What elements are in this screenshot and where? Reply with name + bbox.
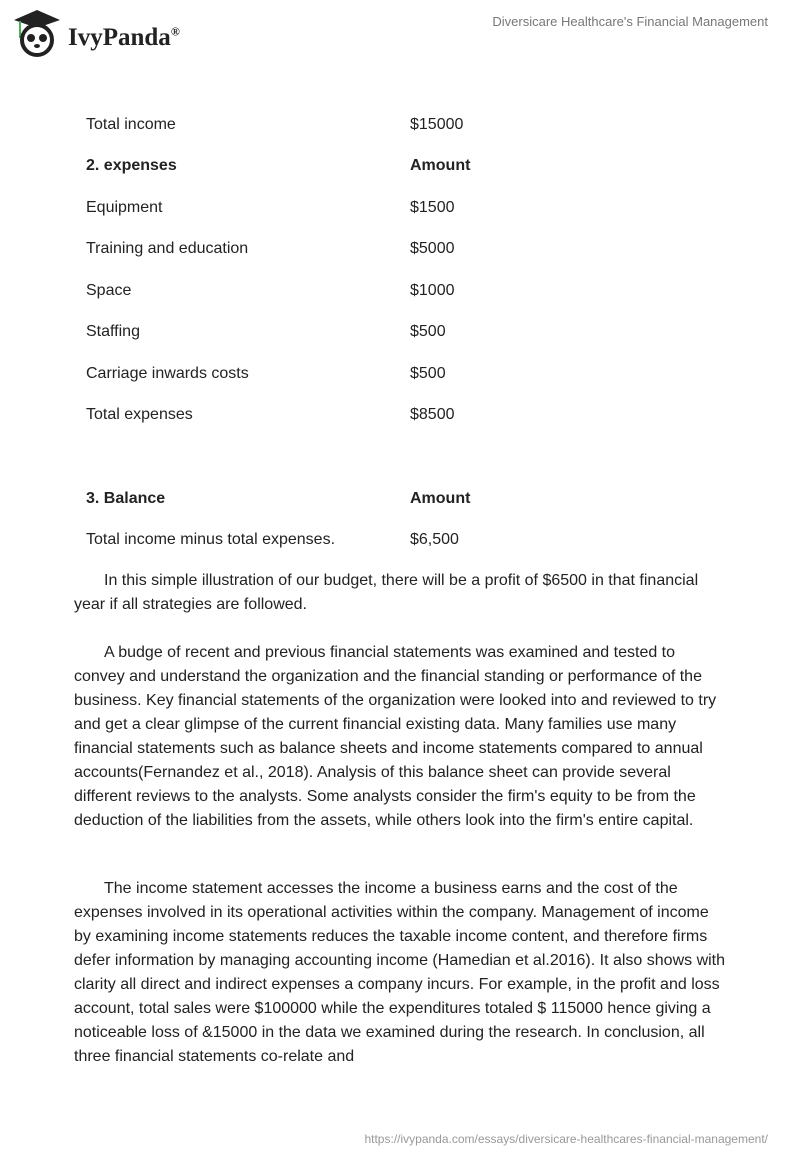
row-label: Training and education xyxy=(86,240,249,257)
row-label: Total income xyxy=(86,116,176,133)
row-value: Amount xyxy=(410,157,471,174)
row-label: Total income minus total expenses. xyxy=(86,531,336,548)
row-value: $6,500 xyxy=(410,531,459,548)
brand-text: IvyPanda xyxy=(68,24,171,51)
paragraph: In this simple illustration of our budget, there will be a profit of $6500 in that financial year if all strategies are followed. xyxy=(74,572,699,613)
logo[interactable] xyxy=(12,8,180,58)
row-label: Equipment xyxy=(86,199,163,216)
row-value: Amount xyxy=(410,490,471,507)
row-value: $500 xyxy=(410,323,446,340)
row-label: Total expenses xyxy=(86,406,193,423)
row-label: Staffing xyxy=(86,323,140,340)
registered-mark: ® xyxy=(170,24,180,39)
row-value: $5000 xyxy=(410,240,455,257)
document-title: Diversicare Healthcare's Financial Management xyxy=(492,14,768,29)
row-value: $8500 xyxy=(410,406,455,423)
row-value: $500 xyxy=(410,365,446,382)
panda-logo-icon xyxy=(12,8,62,58)
brand-name xyxy=(68,24,180,52)
paragraph: The income statement accesses the income a business earns and the cost of the expenses involved in its operational activities within the company. Management of income by examining income statements reduces the taxable income content, and therefore firms defer information by managing accounting income (Hamedian et al.2016). It also shows with clarity all direct and indirect expenses a company incurs. For example, in the profit and loss account, total sales were $100000 while the expenditures totaled $ 115000 hence giving a noticeable loss of &15000 in the data we examined during the research. In conclusion, all three financial statements co-relate and xyxy=(74,880,726,1065)
source-url[interactable]: https://ivypanda.com/essays/diversicare-healthcares-financial-management/ xyxy=(364,1132,768,1146)
row-value: $15000 xyxy=(410,116,464,133)
row-value: $1000 xyxy=(410,282,455,299)
paragraph: A budge of recent and previous financial statements was examined and tested to convey and understand the organization and the financial standing or performance of the business. Key financial statements of the organization were looked into and reviewed to try and get a clear glimpse of the current financial existing data. Many families use many financial statements such as balance sheets and income statements compared to annual accounts(Fernandez et al., 2018). Analysis of this balance sheet can provide several different reviews to the analysts. Some analysts consider the firm's equity to be from the deduction of the liabilities from the assets, while others look into the firm's entire capital. xyxy=(74,644,717,829)
row-label: Carriage inwards costs xyxy=(86,365,249,382)
row-value: $1500 xyxy=(410,199,455,216)
row-label: 2. expenses xyxy=(86,157,177,174)
row-label: Space xyxy=(86,282,132,299)
row-label: 3. Balance xyxy=(86,490,166,507)
